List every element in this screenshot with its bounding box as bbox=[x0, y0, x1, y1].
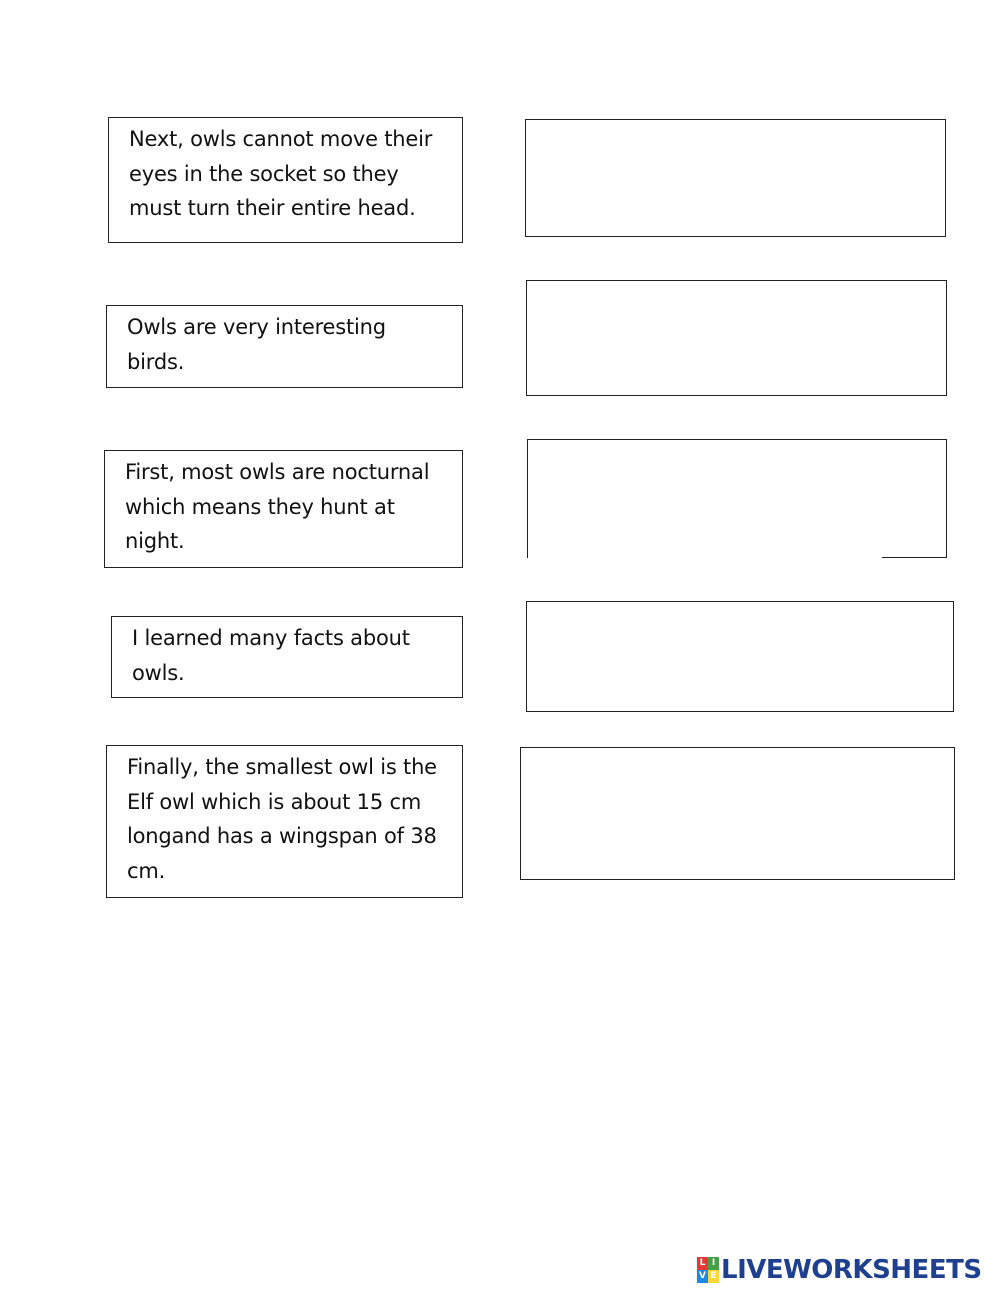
answer-box-1[interactable] bbox=[525, 119, 946, 237]
sentence-text: Finally, the smallest owl is the Elf owl which is about 15 cm longand has a wingspan of 38 cm. bbox=[127, 755, 437, 883]
answer-box-right-edge bbox=[946, 439, 947, 558]
logo-mark-letter: I bbox=[708, 1257, 719, 1270]
logo-mark-letter: E bbox=[708, 1270, 719, 1283]
sentence-text: Next, owls cannot move their eyes in the socket so they must turn their entire head. bbox=[129, 127, 433, 220]
sentence-text: I learned many facts about owls. bbox=[132, 626, 410, 685]
sentence-card-1[interactable] bbox=[108, 117, 463, 243]
answer-box-4[interactable] bbox=[526, 601, 954, 712]
answer-box-3[interactable] bbox=[527, 439, 947, 558]
sentence-card-4[interactable] bbox=[111, 616, 463, 698]
logo-mark-icon bbox=[697, 1257, 719, 1283]
answer-box-left-edge bbox=[527, 439, 528, 558]
sentence-text: First, most owls are nocturnal which means they hunt at night. bbox=[125, 460, 430, 553]
sentence-text: Owls are very interesting birds. bbox=[127, 315, 386, 374]
answer-box-2[interactable] bbox=[526, 280, 947, 396]
sentence-card-3[interactable] bbox=[104, 450, 463, 568]
logo-text: LIVEWORKSHEETS bbox=[721, 1255, 982, 1285]
answer-box-top-edge bbox=[527, 439, 947, 440]
answer-box-5[interactable] bbox=[520, 747, 955, 880]
sentence-card-5[interactable] bbox=[106, 745, 463, 898]
liveworksheets-logo bbox=[697, 1255, 982, 1285]
logo-mark-letter: L bbox=[697, 1257, 708, 1270]
sentence-card-2[interactable] bbox=[106, 305, 463, 388]
answer-box-bottom-edge bbox=[882, 557, 947, 558]
logo-mark-letter: V bbox=[697, 1270, 708, 1283]
